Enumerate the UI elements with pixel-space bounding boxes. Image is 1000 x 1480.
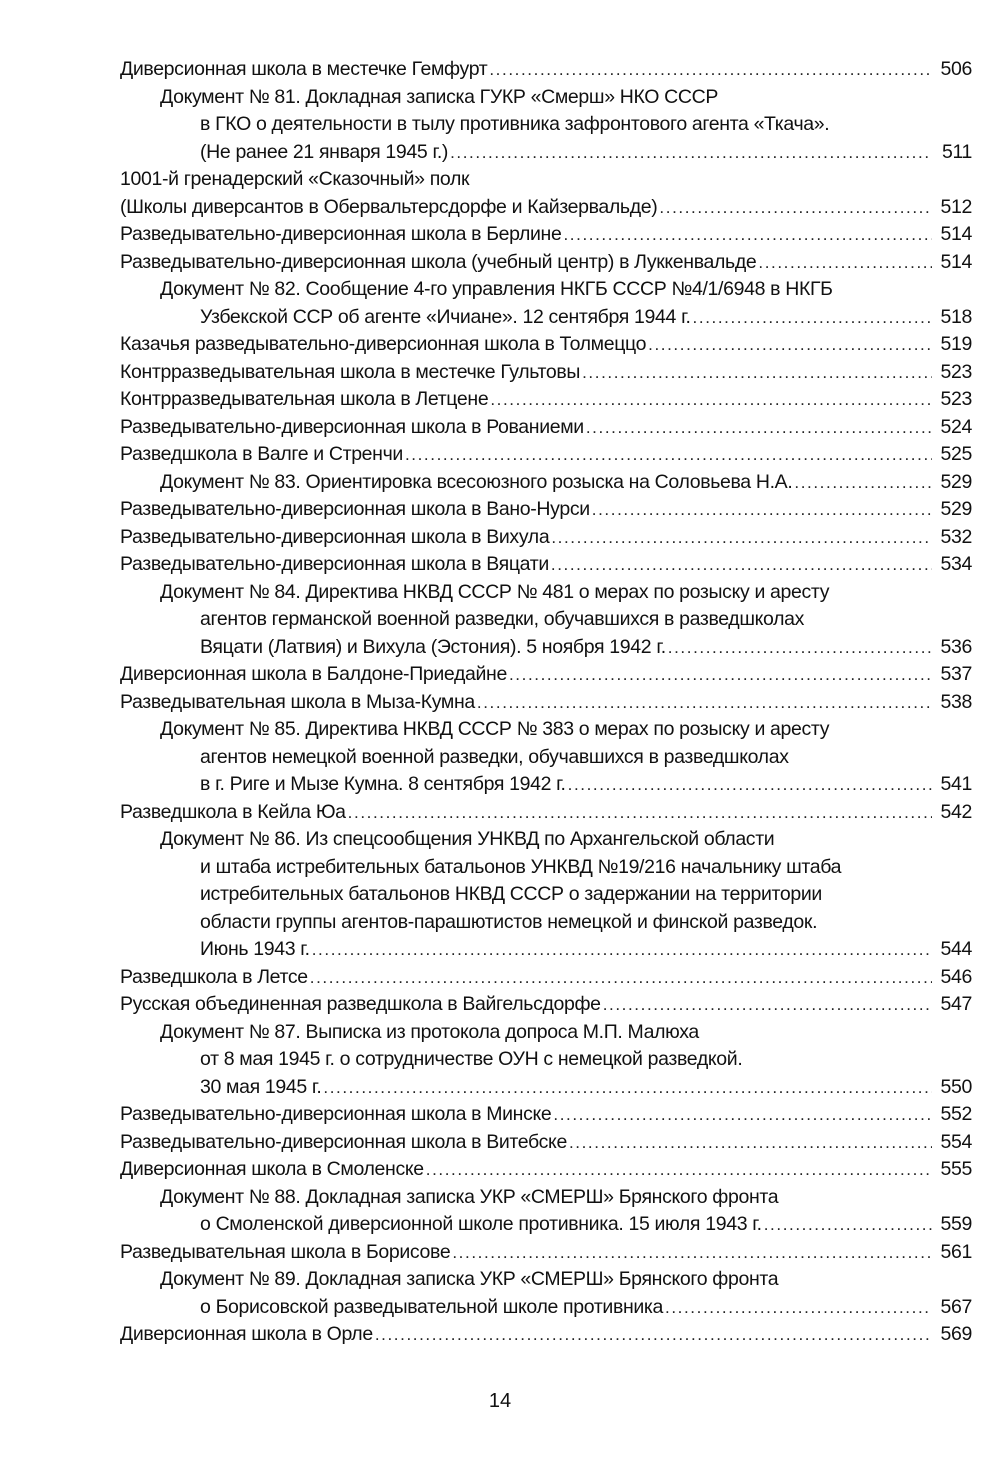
- toc-entry-text: в ГКО о деятельности в тылу противника зафронтового агента «Ткача».: [200, 113, 830, 135]
- toc-section-entry: [120, 249, 972, 277]
- toc-page-number: 523: [940, 388, 972, 410]
- toc-dot-leader: [426, 1156, 932, 1184]
- toc-section-entry: [120, 964, 972, 992]
- toc-entry-text: Диверсионная школа в местечке Гемфурт: [120, 58, 488, 80]
- toc-dot-leader: [312, 936, 932, 964]
- toc-page-number: 524: [940, 415, 972, 438]
- toc-page-number: 546: [940, 965, 972, 988]
- toc-line: [120, 771, 972, 799]
- toc-entry-text: Русская объединенная разведшкола в Вайгельсдорфе: [120, 993, 601, 1015]
- toc-section-entry: [120, 359, 972, 387]
- toc-entry-text: 30 мая 1945 г.: [200, 1075, 322, 1098]
- toc-entry-text: Разведывательно-диверсионная школа в Берлине: [120, 223, 562, 245]
- toc-entry-text: Разведывательно-диверсионная школа в Вихула: [120, 525, 550, 548]
- toc-dot-leader: [568, 771, 932, 799]
- toc-dot-leader: [323, 1074, 932, 1102]
- toc-entry-text: Разведывательно-диверсионная школа в Витебске: [120, 1130, 567, 1153]
- toc-page-number: 506: [940, 58, 972, 80]
- toc-entry-text: Разведшкола в Кейла Юа: [120, 800, 346, 823]
- toc-line: [120, 194, 972, 222]
- toc-entry-text: Разведшкола в Валге и Стренчи: [120, 443, 403, 465]
- toc-page-number: 514: [940, 223, 972, 245]
- toc-dot-leader: [659, 194, 932, 222]
- toc-document-entry: [120, 1019, 972, 1102]
- toc-line: [120, 1184, 972, 1212]
- toc-line: [120, 469, 972, 497]
- toc-entry-text: Узбекской ССР об агенте «Ичиане». 12 сентября 1944 г.: [200, 305, 691, 328]
- toc-dot-leader: [490, 386, 932, 414]
- toc-dot-leader: [310, 964, 932, 992]
- toc-page-number: 550: [940, 1075, 972, 1098]
- toc-line: [120, 111, 972, 139]
- toc-line: [120, 634, 972, 662]
- toc-dot-leader: [452, 1239, 932, 1267]
- toc-dot-leader: [582, 359, 932, 387]
- toc-line: [120, 139, 972, 167]
- toc-line: [120, 496, 972, 524]
- toc-dot-leader: [693, 304, 932, 332]
- toc-dot-leader: [489, 56, 932, 84]
- toc-dot-leader: [348, 799, 932, 827]
- toc-section-entry: [120, 166, 972, 221]
- toc-page-number: 529: [940, 470, 972, 493]
- toc-line: [120, 909, 972, 937]
- toc-dot-leader: [375, 1321, 932, 1349]
- toc-line: [120, 716, 972, 744]
- toc-line: [120, 166, 972, 194]
- toc-line: [120, 579, 972, 607]
- toc-line: [120, 606, 972, 634]
- toc-line: [120, 826, 972, 854]
- toc-line: [120, 689, 972, 717]
- toc-entry-text: Диверсионная школа в Орле: [120, 1323, 373, 1345]
- toc-line: [120, 1239, 972, 1267]
- toc-page-number: 554: [940, 1130, 972, 1153]
- toc-line: [120, 359, 972, 387]
- toc-entry-text: Контрразведывательная школа в Летцене: [120, 388, 489, 410]
- toc-entry-text: Диверсионная школа в Смоленске: [120, 1158, 424, 1180]
- toc-entry-text: Июнь 1943 г.: [200, 938, 310, 960]
- toc-dot-leader: [794, 469, 932, 497]
- toc-line: [120, 744, 972, 772]
- toc-line: [120, 964, 972, 992]
- toc-entry-text: Документ № 88. Докладная записка УКР «СМЕРШ» Брянского фронта: [160, 1185, 779, 1208]
- toc-page-number: 514: [940, 250, 972, 273]
- toc-entry-text: о Борисовской разведывательной школе противника: [200, 1295, 664, 1318]
- toc-line: [120, 1321, 972, 1349]
- toc-line: [120, 936, 972, 964]
- toc-entry-text: Диверсионная школа в Балдоне-Приедайне: [120, 663, 507, 685]
- toc-entry-text: Документ № 83. Ориентировка всесоюзного розыска на Соловьева Н.А.: [160, 470, 793, 493]
- toc-section-entry: [120, 56, 972, 84]
- toc-line: [120, 304, 972, 332]
- toc-line: [120, 1294, 972, 1322]
- toc-line: [120, 661, 972, 689]
- toc-line: [120, 799, 972, 827]
- toc-page-number: 512: [940, 195, 972, 218]
- toc-line: [120, 221, 972, 249]
- toc-entry-text: Документ № 87. Выписка из протокола допроса М.П. Малюха: [160, 1020, 699, 1043]
- toc-page-number: 559: [940, 1213, 972, 1235]
- toc-entry-text: Документ № 84. Директива НКВД СССР № 481 о мерах по розыску и аресту: [160, 580, 830, 603]
- toc-line: [120, 386, 972, 414]
- toc-entry-text: Разведывательно-диверсионная школа в Минске: [120, 1103, 552, 1125]
- toc-line: [120, 1046, 972, 1074]
- toc-entry-text: Разведывательно-диверсионная школа в Рованиеми: [120, 415, 584, 438]
- table-of-contents: [120, 56, 972, 1349]
- toc-section-entry: [120, 799, 972, 827]
- toc-entry-text: области группы агентов-парашютистов немецкой и финской разведок.: [200, 910, 818, 933]
- toc-page-number: 518: [940, 305, 972, 328]
- toc-section-entry: [120, 331, 972, 359]
- toc-section-entry: [120, 414, 972, 442]
- page-number: 14: [488, 1390, 512, 1412]
- toc-page-number: 547: [940, 993, 972, 1015]
- toc-entry-text: Документ № 89. Докладная записка УКР «СМЕРШ» Брянского фронта: [160, 1268, 779, 1290]
- toc-document-entry: [120, 1266, 972, 1321]
- toc-section-entry: [120, 1129, 972, 1157]
- toc-page-number: 534: [940, 553, 972, 575]
- toc-page-number: 542: [940, 800, 972, 823]
- toc-dot-leader: [648, 331, 932, 359]
- toc-line: [120, 84, 972, 112]
- toc-document-entry: [120, 716, 972, 799]
- toc-line: [120, 1074, 972, 1102]
- toc-line: [120, 1019, 972, 1047]
- toc-page-number: 532: [940, 525, 972, 548]
- toc-entry-text: Документ № 85. Директива НКВД СССР № 383 о мерах по розыску и аресту: [160, 718, 830, 740]
- toc-entry-text: и штаба истребительных батальонов УНКВД №19/216 начальнику штаба: [200, 855, 842, 878]
- toc-dot-leader: [563, 221, 932, 249]
- toc-line: [120, 854, 972, 882]
- toc-entry-text: в г. Риге и Мызе Кумна. 8 сентября 1942 г.: [200, 773, 566, 795]
- toc-dot-leader: [665, 1294, 932, 1322]
- toc-dot-leader: [668, 634, 932, 662]
- toc-page-number: 567: [940, 1295, 972, 1318]
- toc-entry-text: (Не ранее 21 января 1945 г.): [200, 140, 449, 163]
- toc-entry-text: (Школы диверсантов в Обервальтерсдорфе и Кайзервальде): [120, 195, 658, 218]
- toc-line: [120, 551, 972, 579]
- toc-entry-text: Разведывательно-диверсионная школа (учебный центр) в Луккенвальде: [120, 250, 757, 273]
- toc-dot-leader: [405, 441, 932, 469]
- toc-page-number: 538: [940, 690, 972, 713]
- toc-dot-leader: [758, 249, 932, 277]
- toc-line: [120, 1156, 972, 1184]
- toc-dot-leader: [551, 551, 932, 579]
- toc-entry-text: Казачья разведывательно-диверсионная школа в Толмеццо: [120, 333, 647, 355]
- toc-line: [120, 56, 972, 84]
- toc-section-entry: [120, 221, 972, 249]
- toc-document-entry: [120, 276, 972, 331]
- toc-entry-text: Разведшкола в Летсе: [120, 965, 308, 988]
- toc-page-number: 555: [940, 1158, 972, 1180]
- toc-line: [120, 414, 972, 442]
- toc-page-number: 541: [940, 773, 972, 795]
- toc-entry-text: Вяцати (Латвия) и Вихула (Эстония). 5 ноября 1942 г.: [200, 635, 666, 658]
- toc-section-entry: [120, 496, 972, 524]
- toc-entry-text: Разведывательная школа в Мыза-Кумна: [120, 690, 475, 713]
- toc-line: [120, 1129, 972, 1157]
- toc-dot-leader: [551, 524, 932, 552]
- toc-page-number: 536: [940, 635, 972, 658]
- toc-entry-text: агентов немецкой военной разведки, обучавшихся в разведшколах: [200, 745, 789, 768]
- toc-page-number: 523: [940, 360, 972, 383]
- toc-entry-text: Документ № 86. Из спецсообщения УНКВД по Архангельской области: [160, 828, 775, 850]
- toc-entry-text: Разведывательная школа в Борисове: [120, 1240, 451, 1263]
- toc-entry-text: Разведывательно-диверсионная школа в Вяцати: [120, 553, 549, 575]
- toc-dot-leader: [603, 991, 932, 1019]
- toc-line: [120, 1211, 972, 1239]
- toc-section-entry: [120, 551, 972, 579]
- toc-section-entry: [120, 441, 972, 469]
- toc-line: [120, 441, 972, 469]
- toc-line: [120, 991, 972, 1019]
- toc-document-entry: [120, 469, 972, 497]
- toc-page-number: 511: [941, 140, 972, 163]
- toc-dot-leader: [586, 414, 932, 442]
- toc-page-number: 552: [940, 1103, 972, 1125]
- toc-line: [120, 249, 972, 277]
- toc-document-entry: [120, 826, 972, 964]
- toc-entry-text: о Смоленской диверсионной школе противника. 15 июля 1943 г.: [200, 1213, 762, 1235]
- toc-entry-text: Документ № 81. Докладная записка ГУКР «Смерш» НКО СССР: [160, 85, 719, 108]
- toc-section-entry: [120, 524, 972, 552]
- toc-page-number: 537: [940, 663, 972, 685]
- toc-entry-text: агентов германской военной разведки, обучавшихся в разведшколах: [200, 608, 805, 630]
- toc-dot-leader: [509, 661, 932, 689]
- toc-entry-text: Контрразведывательная школа в местечке Гультовы: [120, 360, 581, 383]
- toc-line: [120, 331, 972, 359]
- toc-line: [120, 881, 972, 909]
- toc-dot-leader: [764, 1211, 932, 1239]
- toc-entry-text: истребительных батальонов НКВД СССР о задержании на территории: [200, 883, 822, 905]
- toc-entry-text: 1001-й гренадерский «Сказочный» полк: [120, 168, 470, 190]
- toc-document-entry: [120, 579, 972, 662]
- toc-section-entry: [120, 1101, 972, 1129]
- toc-section-entry: [120, 386, 972, 414]
- toc-section-entry: [120, 1321, 972, 1349]
- toc-section-entry: [120, 689, 972, 717]
- toc-section-entry: [120, 661, 972, 689]
- toc-dot-leader: [569, 1129, 932, 1157]
- toc-dot-leader: [592, 496, 932, 524]
- toc-page-number: 519: [940, 333, 972, 355]
- toc-page-number: 561: [940, 1240, 972, 1263]
- toc-line: [120, 1101, 972, 1129]
- toc-document-entry: [120, 84, 972, 167]
- toc-document-entry: [120, 1184, 972, 1239]
- toc-line: [120, 1266, 972, 1294]
- toc-page-number: 544: [940, 938, 972, 960]
- toc-dot-leader: [477, 689, 932, 717]
- toc-entry-text: от 8 мая 1945 г. о сотрудничестве ОУН с немецкой разведкой.: [200, 1048, 743, 1070]
- toc-entry-text: Разведывательно-диверсионная школа в Вано-Нурси: [120, 498, 590, 520]
- toc-line: [120, 524, 972, 552]
- toc-page-number: 525: [940, 443, 972, 465]
- toc-dot-leader: [450, 139, 932, 167]
- toc-section-entry: [120, 1239, 972, 1267]
- toc-section-entry: [120, 1156, 972, 1184]
- toc-page-number: 569: [940, 1323, 972, 1345]
- toc-entry-text: Документ № 82. Сообщение 4-го управления НКГБ СССР №4/1/6948 в НКГБ: [160, 278, 833, 300]
- toc-line: [120, 276, 972, 304]
- toc-section-entry: [120, 991, 972, 1019]
- toc-dot-leader: [553, 1101, 932, 1129]
- toc-page-number: 529: [940, 498, 972, 520]
